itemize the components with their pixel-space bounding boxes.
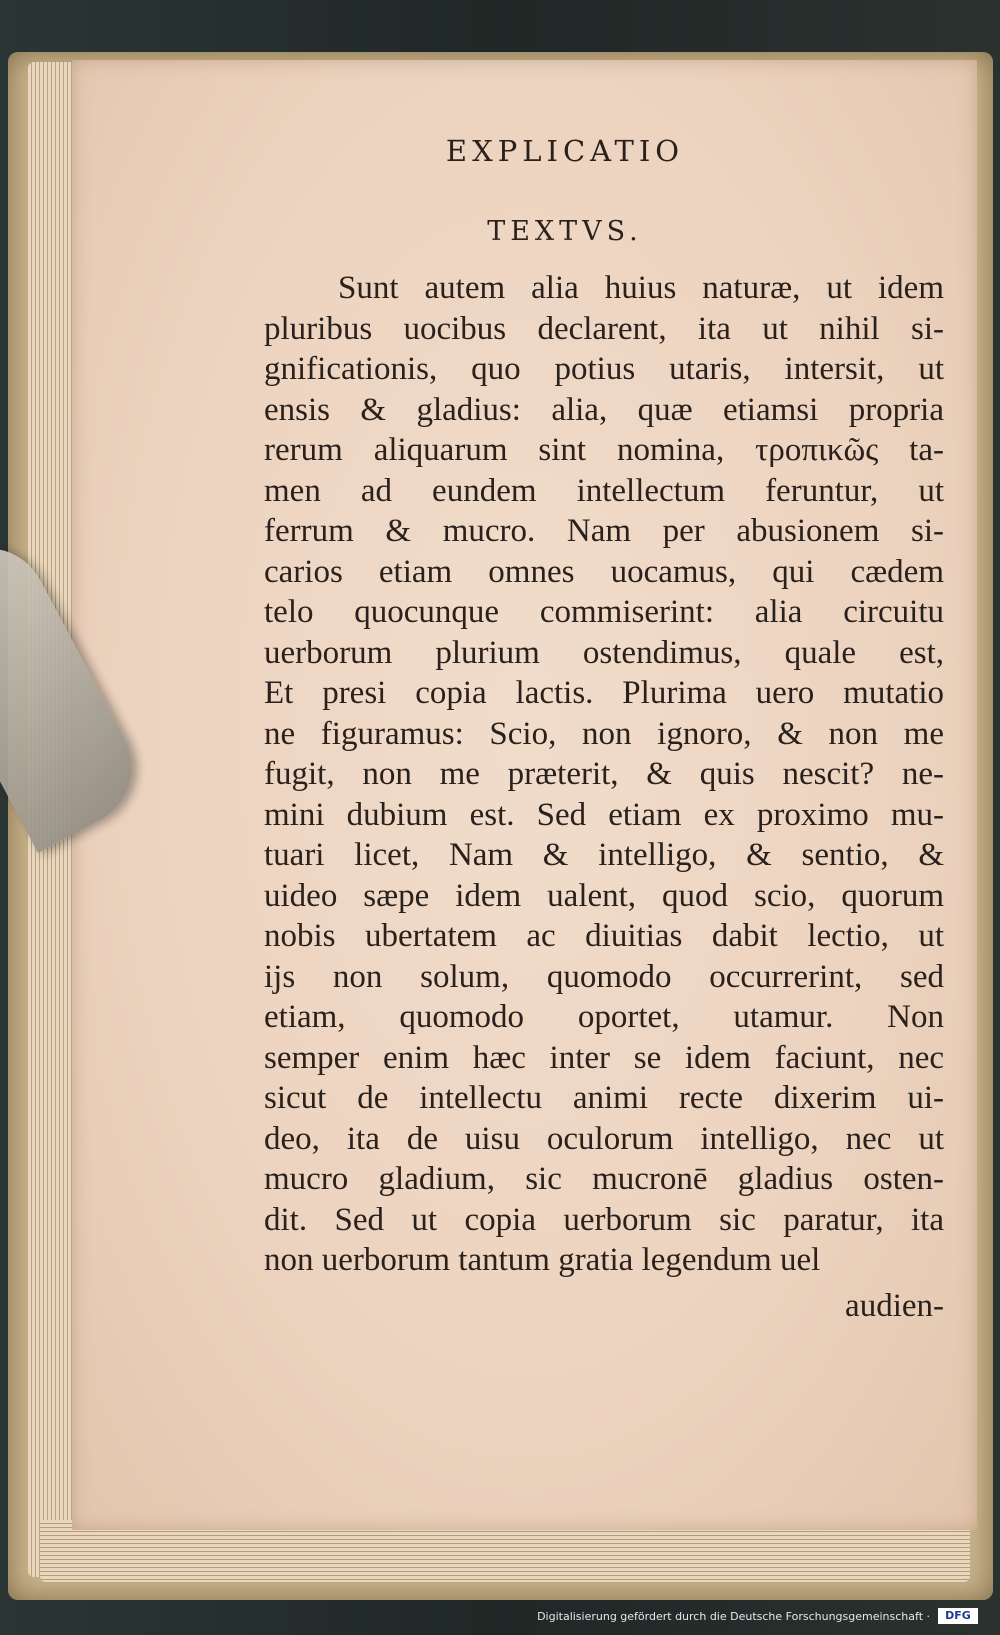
digitization-credit: Digitalisierung gefördert durch die Deutsche Forschungsgemeinschaft ·	[537, 1610, 930, 1623]
text-line: ferrum & mucro. Nam per abusionem si-	[264, 513, 944, 549]
text-line: nobis ubertatem ac diuitias dabit lectio, ut	[264, 918, 944, 954]
text-line: telo quocunque commiserint: alia circuitu	[264, 594, 944, 630]
text-line: men ad eundem intellectum feruntur, ut	[264, 472, 944, 509]
text-line: rerum aliquarum sint nomina, τροπικῶς ta-	[264, 432, 944, 468]
text-line: dit. Sed ut copia uerborum sic paratur, ita	[264, 1201, 944, 1238]
text-line: pluribus uocibus declarent, ita ut nihil si-	[264, 310, 944, 347]
text-line: uerborum plurium ostendimus, quale est,	[264, 634, 944, 671]
body-text	[264, 268, 944, 1281]
running-head: EXPLICATIO	[445, 134, 685, 168]
text-line: deo, ita de uisu oculorum intelligo, nec ut	[264, 1120, 944, 1157]
text-line: ne figuramus: Scio, non ignoro, & non me	[264, 715, 944, 752]
text-line: non uerborum tantum gratia legendum uel	[264, 1242, 821, 1278]
text-line: gnificationis, quo potius utaris, intersit, ut	[264, 351, 944, 387]
text-line: ensis & gladius: alia, quæ etiamsi propria	[264, 391, 944, 428]
text-line: Et presi copia lactis. Plurima uero mutatio	[264, 675, 944, 711]
text-line: Sunt autem alia huius naturæ, ut idem	[338, 270, 944, 306]
dfg-logo: DFG	[938, 1608, 978, 1624]
section-heading: TEXTVS.	[487, 216, 643, 247]
text-line: semper enim hæc inter se idem faciunt, nec	[264, 1039, 944, 1076]
text-line: uideo sæpe idem ualent, quod scio, quorum	[264, 877, 944, 914]
text-line: mini dubium est. Sed etiam ex proximo mu-	[264, 796, 944, 833]
text-line: ijs non solum, quomodo occurrerint, sed	[264, 958, 944, 995]
text-line: sicut de intellectu animi recte dixerim ui-	[264, 1080, 944, 1116]
text-line: etiam, quomodo oportet, utamur. Non	[264, 999, 944, 1035]
text-line: tuari licet, Nam & intelligo, & sentio, &	[264, 837, 944, 873]
text-line: fugit, non me præterit, & quis nescit? ne-	[264, 756, 944, 792]
text-line: carios etiam omnes uocamus, qui cædem	[264, 553, 944, 590]
text-line: mucro gladium, sic mucronē gladius osten-	[264, 1161, 944, 1197]
catchword: audien-	[845, 1288, 944, 1324]
